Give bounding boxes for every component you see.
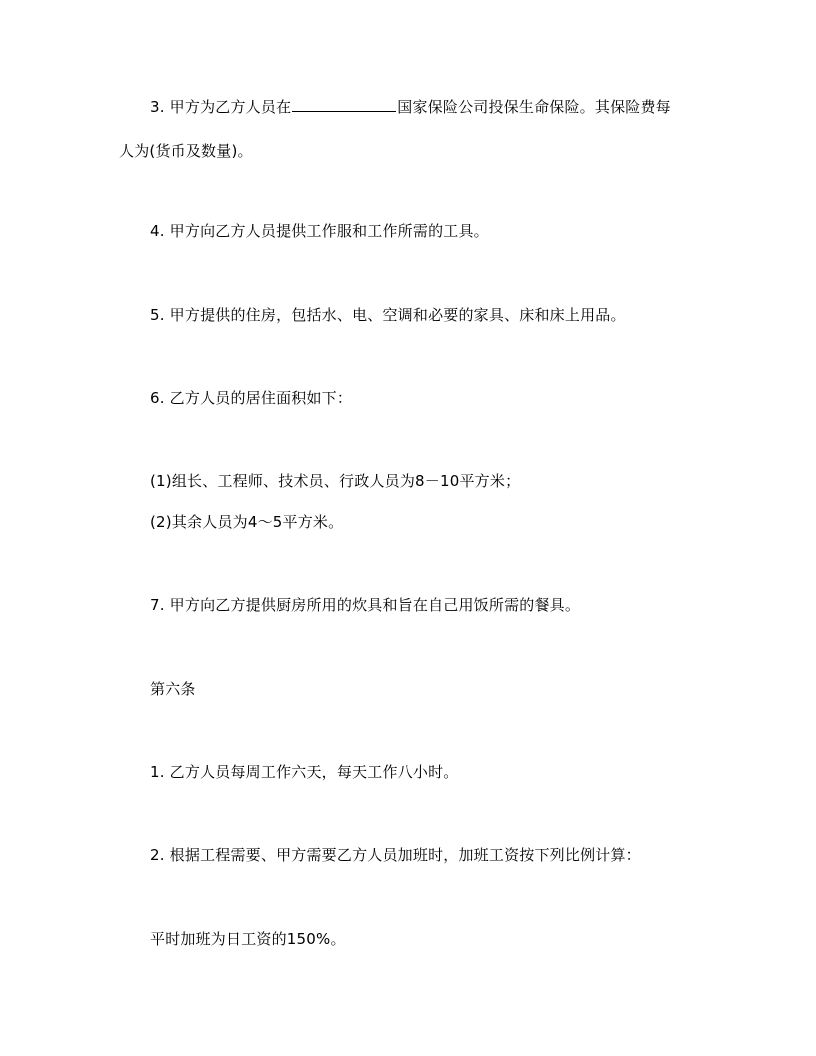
item-4: 4. 甲方向乙方人员提供工作服和工作所需的工具。	[150, 222, 489, 240]
item-7: 7. 甲方向乙方提供厨房所用的炊具和旨在自己用饭所需的餐具。	[150, 596, 581, 614]
item-3-line-1	[150, 97, 671, 117]
article-6-item-1: 1. 乙方人员每周工作六天，每天工作八小时。	[150, 763, 459, 781]
article-6-item-2: 2. 根据工程需要、甲方需要乙方人员加班时，加班工资按下列比例计算：	[150, 846, 641, 864]
item-3-blank-underline	[292, 97, 396, 112]
item-5: 5. 甲方提供的住房，包括水、电、空调和必要的家具、床和床上用品。	[150, 306, 626, 324]
overtime-rate: 平时加班为日工资的150%。	[150, 930, 346, 948]
item-6: 6. 乙方人员的居住面积如下：	[150, 389, 353, 407]
item-3-prefix: 3. 甲方为乙方人员在	[150, 98, 292, 116]
item-3-suffix: 国家保险公司投保生命保险。其保险费每	[397, 98, 671, 116]
item-6-sub-2: (2)其余人员为4～5平方米。	[150, 513, 344, 531]
item-6-sub-1: (1)组长、工程师、技术员、行政人员为8－10平方米；	[150, 472, 521, 490]
article-6-heading: 第六条	[150, 680, 196, 698]
item-3-line-2: 人为(货币及数量)。	[119, 142, 253, 160]
